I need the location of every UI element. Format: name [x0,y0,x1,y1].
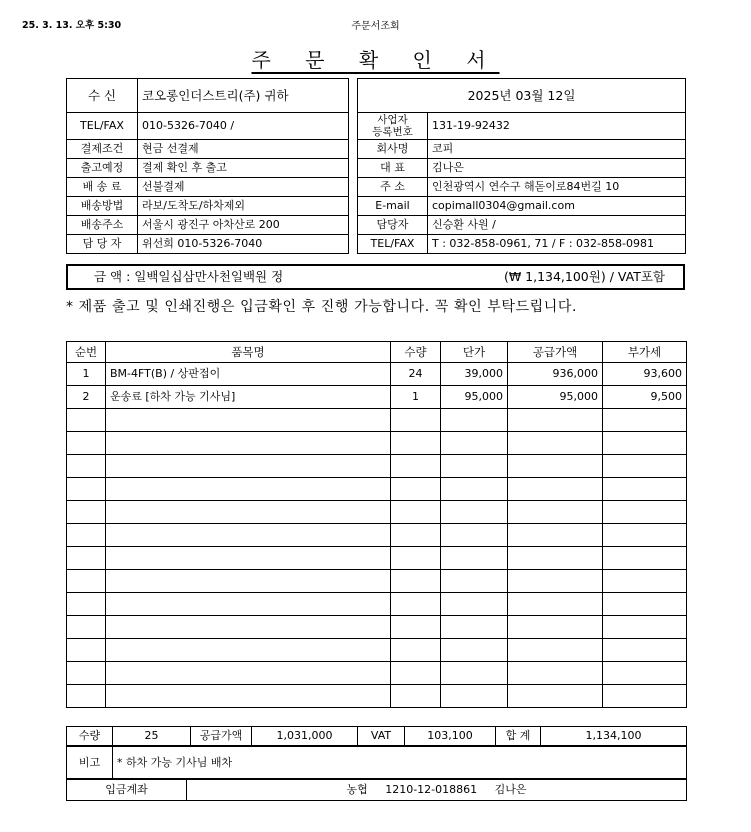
header-qty: 수량 [391,342,441,363]
header-vat: 부가세 [603,342,687,363]
empty-cell [67,409,106,432]
empty-cell [441,409,508,432]
row-no: 2 [67,386,106,409]
payment-terms-label: 결제조건 [67,140,138,159]
email-label: E-mail [358,197,428,216]
empty-cell [106,409,391,432]
reg-number-value: 131-19-92432 [428,113,686,140]
summary-qty-label: 수량 [67,727,113,746]
empty-cell [441,662,508,685]
empty-cell [441,455,508,478]
empty-cell [67,432,106,455]
shipping-fee-label: 배 송 료 [67,178,138,197]
empty-cell [508,662,603,685]
payment-terms-value: 현금 선결제 [138,140,349,159]
empty-table-row [67,501,687,524]
row-vat: 9,500 [603,386,687,409]
empty-cell [67,616,106,639]
empty-cell [508,432,603,455]
row-unit-price: 95,000 [441,386,508,409]
empty-cell [603,662,687,685]
empty-table-row [67,455,687,478]
ship-address-value: 서울시 광진구 아차산로 200 [138,216,349,235]
company-name-label: 회사명 [358,140,428,159]
empty-cell [441,593,508,616]
empty-cell [441,547,508,570]
recipient-label: 수 신 [67,79,138,113]
row-vat: 93,600 [603,363,687,386]
empty-cell [106,685,391,708]
items-table-body [67,342,687,708]
reg-number-label: 사업자 등록번호 [358,113,428,140]
supplier-manager-label: 담당자 [358,216,428,235]
supplier-info-table [357,78,686,254]
empty-cell [603,639,687,662]
row-qty: 24 [391,363,441,386]
empty-cell [391,547,441,570]
empty-table-row [67,639,687,662]
empty-cell [441,570,508,593]
empty-cell [67,685,106,708]
empty-cell [508,409,603,432]
supplier-manager-value: 신승환 사원 / [428,216,686,235]
company-name-value: 코피 [428,140,686,159]
empty-cell [67,478,106,501]
empty-cell [508,639,603,662]
email-value: copimall0304@gmail.com [428,197,686,216]
empty-cell [391,524,441,547]
empty-cell [106,616,391,639]
buyer-manager-value: 위선희 010-5326-7040 [138,235,349,254]
summary-supply-value: 1,031,000 [252,727,358,746]
empty-cell [508,593,603,616]
empty-cell [508,547,603,570]
empty-cell [603,524,687,547]
remarks-table [66,746,687,779]
empty-cell [391,432,441,455]
empty-cell [441,616,508,639]
empty-cell [603,685,687,708]
ship-schedule-label: 출고예정 [67,159,138,178]
empty-cell [508,524,603,547]
empty-table-row [67,524,687,547]
order-date: 2025년 03월 12일 [358,79,686,113]
empty-cell [106,570,391,593]
supplier-telfax-label: TEL/FAX [358,235,428,254]
empty-cell [603,432,687,455]
empty-cell [67,570,106,593]
empty-cell [391,570,441,593]
items-table [66,341,687,708]
table-row [67,386,687,409]
empty-cell [508,685,603,708]
empty-cell [508,616,603,639]
row-supply-amount: 936,000 [508,363,603,386]
print-datetime: 25. 3. 13. 오후 5:30 [22,20,122,31]
buyer-telfax-value: 010-5326-7040 / [138,113,349,140]
empty-table-row [67,409,687,432]
empty-table-row [67,593,687,616]
empty-cell [67,547,106,570]
empty-cell [508,478,603,501]
empty-cell [106,593,391,616]
items-header-row [67,342,687,363]
row-no: 1 [67,363,106,386]
empty-cell [67,455,106,478]
amount-in-words: 금 액 : 일백일십삼만사천일백원 정 [94,269,284,284]
row-item-name: 운송료 [하차 가능 기사님] [106,386,391,409]
empty-cell [603,455,687,478]
empty-cell [106,547,391,570]
empty-cell [441,501,508,524]
summary-vat-value: 103,100 [405,727,496,746]
empty-table-row [67,616,687,639]
summary-supply-label: 공급가액 [191,727,252,746]
empty-cell [441,685,508,708]
empty-cell [106,432,391,455]
empty-cell [603,593,687,616]
header-supply-amount: 공급가액 [508,342,603,363]
summary-qty-value: 25 [113,727,191,746]
document-title [0,44,751,73]
empty-cell [391,478,441,501]
empty-cell [67,662,106,685]
supplier-telfax-value: T : 032-858-0961, 71 / F : 032-858-0981 [428,235,686,254]
empty-cell [441,478,508,501]
recipient-value: 코오롱인더스트리(주) 귀하 [138,79,349,113]
empty-cell [106,524,391,547]
empty-cell [67,593,106,616]
ship-address-label: 배송주소 [67,216,138,235]
empty-cell [106,455,391,478]
ship-schedule-value: 결제 확인 후 출고 [138,159,349,178]
row-unit-price: 39,000 [441,363,508,386]
account-value: 농협 1210-12-018861 김나은 [187,780,687,801]
empty-table-row [67,432,687,455]
ceo-value: 김나은 [428,159,686,178]
account-label: 입금계좌 [67,780,187,801]
empty-cell [67,524,106,547]
empty-cell [391,639,441,662]
buyer-info-table [66,78,349,254]
empty-cell [391,662,441,685]
page-header-title: 주문서조회 [351,21,400,32]
empty-table-row [67,547,687,570]
empty-cell [603,616,687,639]
ship-method-value: 라보/도착도/하차제외 [138,197,349,216]
empty-cell [391,685,441,708]
summary-total-value: 1,134,100 [541,727,687,746]
buyer-telfax-label: TEL/FAX [67,113,138,140]
empty-cell [508,455,603,478]
empty-table-row [67,662,687,685]
empty-cell [391,455,441,478]
total-amount-box [66,264,685,290]
summary-total-label: 합 계 [496,727,541,746]
ceo-label: 대 표 [358,159,428,178]
empty-cell [391,593,441,616]
document-title-text: 주 문 확 인 서 [251,48,500,72]
amount-in-numbers: (₩ 1,134,100원) / VAT포함 [503,269,665,284]
empty-table-row [67,685,687,708]
remarks-value: * 하차 가능 기사님 배차 [113,747,687,779]
buyer-manager-label: 담 당 자 [67,235,138,254]
shipping-fee-value: 선불결제 [138,178,349,197]
summary-table [66,726,687,746]
empty-cell [391,616,441,639]
empty-table-row [67,570,687,593]
header-no: 순번 [67,342,106,363]
row-supply-amount: 95,000 [508,386,603,409]
empty-cell [603,547,687,570]
empty-cell [106,478,391,501]
empty-cell [441,432,508,455]
empty-table-row [67,478,687,501]
address-label: 주 소 [358,178,428,197]
remarks-label: 비고 [67,747,113,779]
empty-cell [603,570,687,593]
address-value: 인천광역시 연수구 해돋이로84번길 10 [428,178,686,197]
row-qty: 1 [391,386,441,409]
table-row [67,363,687,386]
empty-cell [67,639,106,662]
row-item-name: BM-4FT(B) / 상판접이 [106,363,391,386]
empty-cell [441,639,508,662]
empty-cell [106,662,391,685]
empty-cell [67,501,106,524]
notice-text: * 제품 출고 및 인쇄진행은 입금확인 후 진행 가능합니다. 꼭 확인 부탁드립니다. [66,299,578,315]
account-table [66,779,687,801]
empty-cell [508,501,603,524]
empty-cell [391,501,441,524]
header-unit-price: 단가 [441,342,508,363]
empty-cell [391,409,441,432]
empty-cell [441,524,508,547]
empty-cell [603,478,687,501]
summary-vat-label: VAT [358,727,405,746]
ship-method-label: 배송방법 [67,197,138,216]
empty-cell [603,501,687,524]
empty-cell [106,501,391,524]
header-item-name: 품목명 [106,342,391,363]
empty-cell [508,570,603,593]
empty-cell [603,409,687,432]
empty-cell [106,639,391,662]
